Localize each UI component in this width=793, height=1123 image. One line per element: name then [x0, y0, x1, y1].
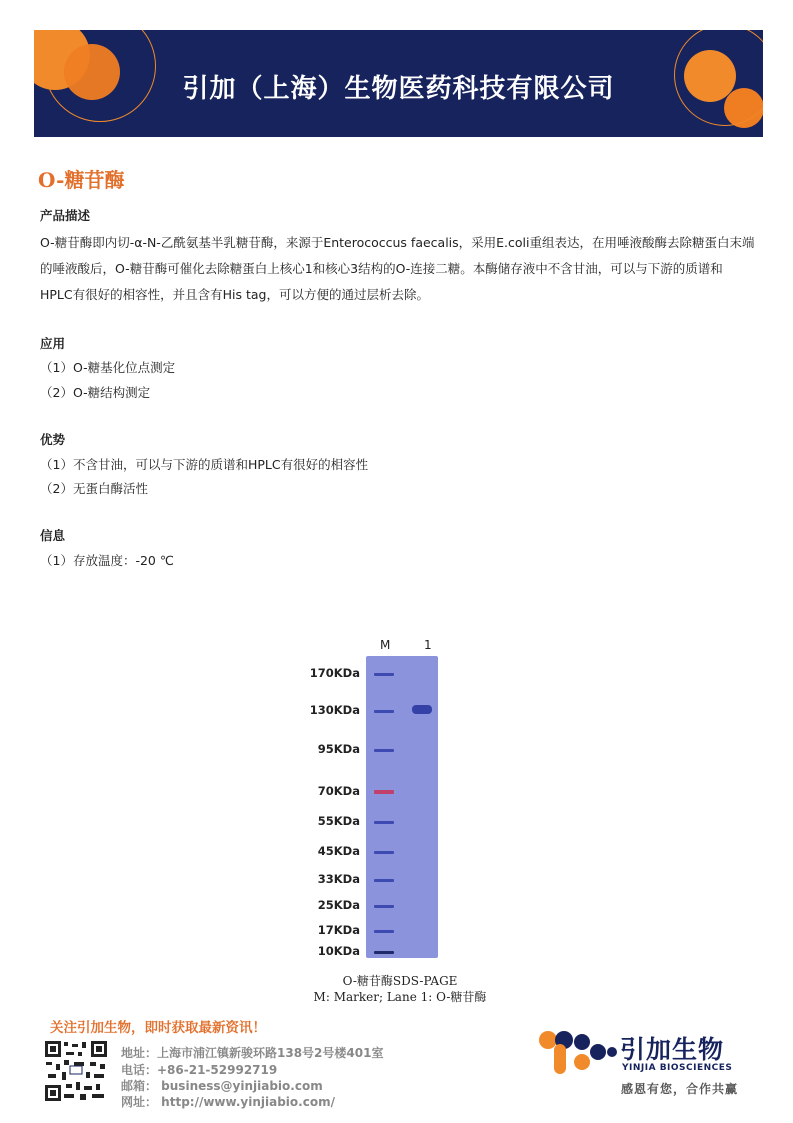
lane-label-sample: 1	[424, 638, 432, 652]
sample-band	[412, 705, 432, 714]
marker-band	[374, 905, 394, 908]
info-item: （1）存放温度：-20 ℃	[40, 553, 174, 568]
marker-label: 45KDa	[317, 844, 360, 858]
header-banner	[34, 30, 763, 137]
marker-band	[374, 673, 394, 676]
gel-caption-legend: M: Marker; Lane 1: O-糖苷酶	[313, 990, 487, 1004]
advantage-item: （1）不含甘油，可以与下游的质谱和HPLC有很好的相容性	[40, 457, 369, 472]
application-heading: 应用	[40, 336, 66, 351]
contact-address: 地址：上海市浦江镇新骏环路138号2号楼401室	[121, 1046, 384, 1060]
qr-code-icon	[44, 1040, 108, 1102]
application-item: （1）O-糖基化位点测定	[40, 360, 176, 375]
advantage-heading: 优势	[40, 432, 66, 447]
marker-band	[374, 951, 394, 954]
description-text: O-糖苷酶即内切-α-N-乙酰氨基半乳糖苷酶，来源于Enterococcus faecalis，采用E.coli重组表达，在用唾液酸酶去除糖蛋白末端的唾液酸后，O-糖苷酶可催化去除糖蛋白上核心1和核心3结构的O-连接二糖。本酶储存液中不含甘油，可以与下游的质谱和HPLC有很好的相容性，并且含有His tag，可以方便的通过层析去除。	[40, 235, 755, 302]
marker-label: 10KDa	[317, 944, 360, 958]
marker-label: 130KDa	[309, 703, 360, 717]
application-item: （2）O-糖结构测定	[40, 385, 151, 400]
company-name: 引加（上海）生物医药科技有限公司	[182, 74, 615, 104]
marker-band	[374, 749, 394, 752]
marker-band	[374, 851, 394, 854]
marker-label: 95KDa	[317, 742, 360, 756]
info-heading: 信息	[40, 528, 66, 543]
company-slogan: 感恩有您，合作共赢	[621, 1082, 739, 1096]
marker-label: 55KDa	[317, 814, 360, 828]
advantage-item: （2）无蛋白酶活性	[40, 481, 148, 496]
marker-band	[374, 930, 394, 933]
marker-label: 17KDa	[317, 923, 360, 937]
marker-label: 33KDa	[317, 872, 360, 886]
contact-email[interactable]: 邮箱： business@yinjiabio.com	[121, 1079, 323, 1093]
marker-band	[374, 710, 394, 713]
marker-band	[374, 821, 394, 824]
marker-band	[374, 790, 394, 794]
marker-label: 25KDa	[317, 898, 360, 912]
contact-phone: 电话：+86-21-52992719	[121, 1063, 278, 1077]
contact-website[interactable]: 网址： http://www.yinjiabio.com/	[121, 1095, 335, 1109]
follow-slogan: 关注引加生物，即时获取最新资讯！	[50, 1020, 266, 1036]
description-heading: 产品描述	[40, 208, 91, 223]
marker-label: 70KDa	[317, 784, 360, 798]
marker-label: 170KDa	[309, 666, 360, 680]
logo-english-name: YINJIA BIOSCIENCES	[622, 1063, 733, 1073]
logo-mark-icon	[538, 1030, 618, 1076]
product-title: O-糖苷酶	[38, 168, 125, 192]
gel-body	[366, 656, 438, 958]
gel-caption-title: O-糖苷酶SDS-PAGE	[342, 974, 458, 988]
logo-chinese-name: 引加生物	[620, 1035, 725, 1064]
marker-band	[374, 879, 394, 882]
sds-page-gel	[300, 634, 500, 964]
lane-label-marker: M	[380, 638, 391, 652]
